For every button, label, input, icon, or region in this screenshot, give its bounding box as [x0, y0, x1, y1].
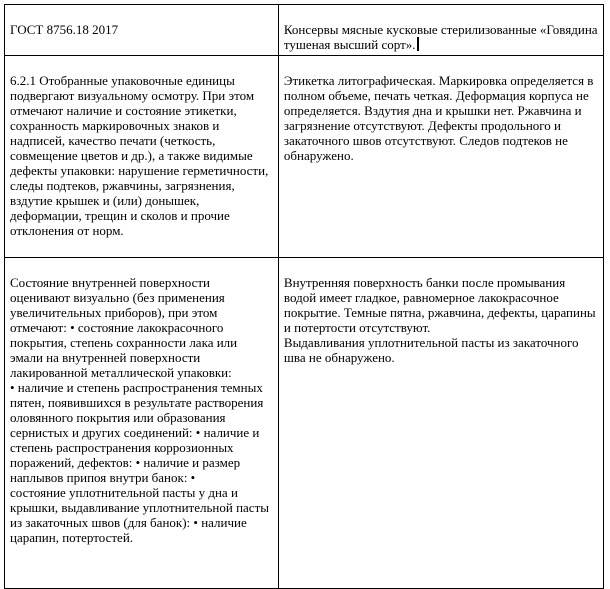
requirement-cell	[5, 258, 279, 589]
requirement-text: Состояние внутренней поверхности оценивают визуально (без применения увеличительных приборов), при этом отмечают: • состояние лакокрасочного покрытия, степень сохранности лака или эмали на внутренней поверхности лакированной металлической упаковки: • наличие и степень распространения темных пятен, появившихся в результате растворения оловянного покрытия или образования сернистых и других соединений: • наличие и степень распространения коррозионных поражений, дефектов: • наличие и размер наплывов припоя внутри банок: • состояние уплотнительной пасты у дна и крышки, выдавливание уплотнительной пасты из закаточных швов (для банок): • наличие царапин, потертостей.	[10, 275, 269, 545]
result-cell	[278, 258, 603, 589]
table-row-internal-inspection	[5, 258, 604, 589]
text-cursor	[417, 37, 419, 51]
requirement-cell	[5, 56, 279, 258]
result-text: Внутренняя поверхность банки после промывания водой имеет гладкое, равномерное лакокрасочное покрытие. Темные пятна, ржавчина, дефекты, царапины и потертости отсутствуют. Выдавливания уплотнительной пасты из закаточного шва не обнаружено.	[283, 275, 596, 365]
requirement-text: 6.2.1 Отобранные упаковочные единицы подвергают визуальному осмотру. При этом отмечают наличие и состояние этикетки, сохранность маркировочных знаков и надписей, качество печати (четкость, совмещение цветов и др.), а также видимые дефекты упаковки: нарушение герметичности, следы подтеков, ржавчины, загрязнения, вздутие крышек и (или) донышек, деформации, трещин и сколов и прочие отклонения от норм.	[10, 73, 269, 238]
result-text: Этикетка литографическая. Маркировка определяется в полном объеме, печать четкая. Деформация корпуса не определяется. Вздутия дна и крышки нет. Ржавчина и загрязнение отсутствуют. Дефекты продольного и закаточного швов отсутствуют. Следов подтеков не обнаружено.	[283, 73, 594, 163]
result-cell	[278, 56, 603, 258]
standard-title: ГОСТ 8756.18 2017	[10, 22, 119, 37]
table-header-row	[5, 5, 604, 56]
header-product-cell	[278, 5, 603, 56]
table-row-external-inspection	[5, 56, 604, 258]
product-title: Консервы мясные кусковые стерилизованные «Говядина тушеная высший сорт».	[283, 22, 598, 52]
header-standard-cell	[5, 5, 279, 56]
gost-comparison-table	[4, 4, 604, 589]
